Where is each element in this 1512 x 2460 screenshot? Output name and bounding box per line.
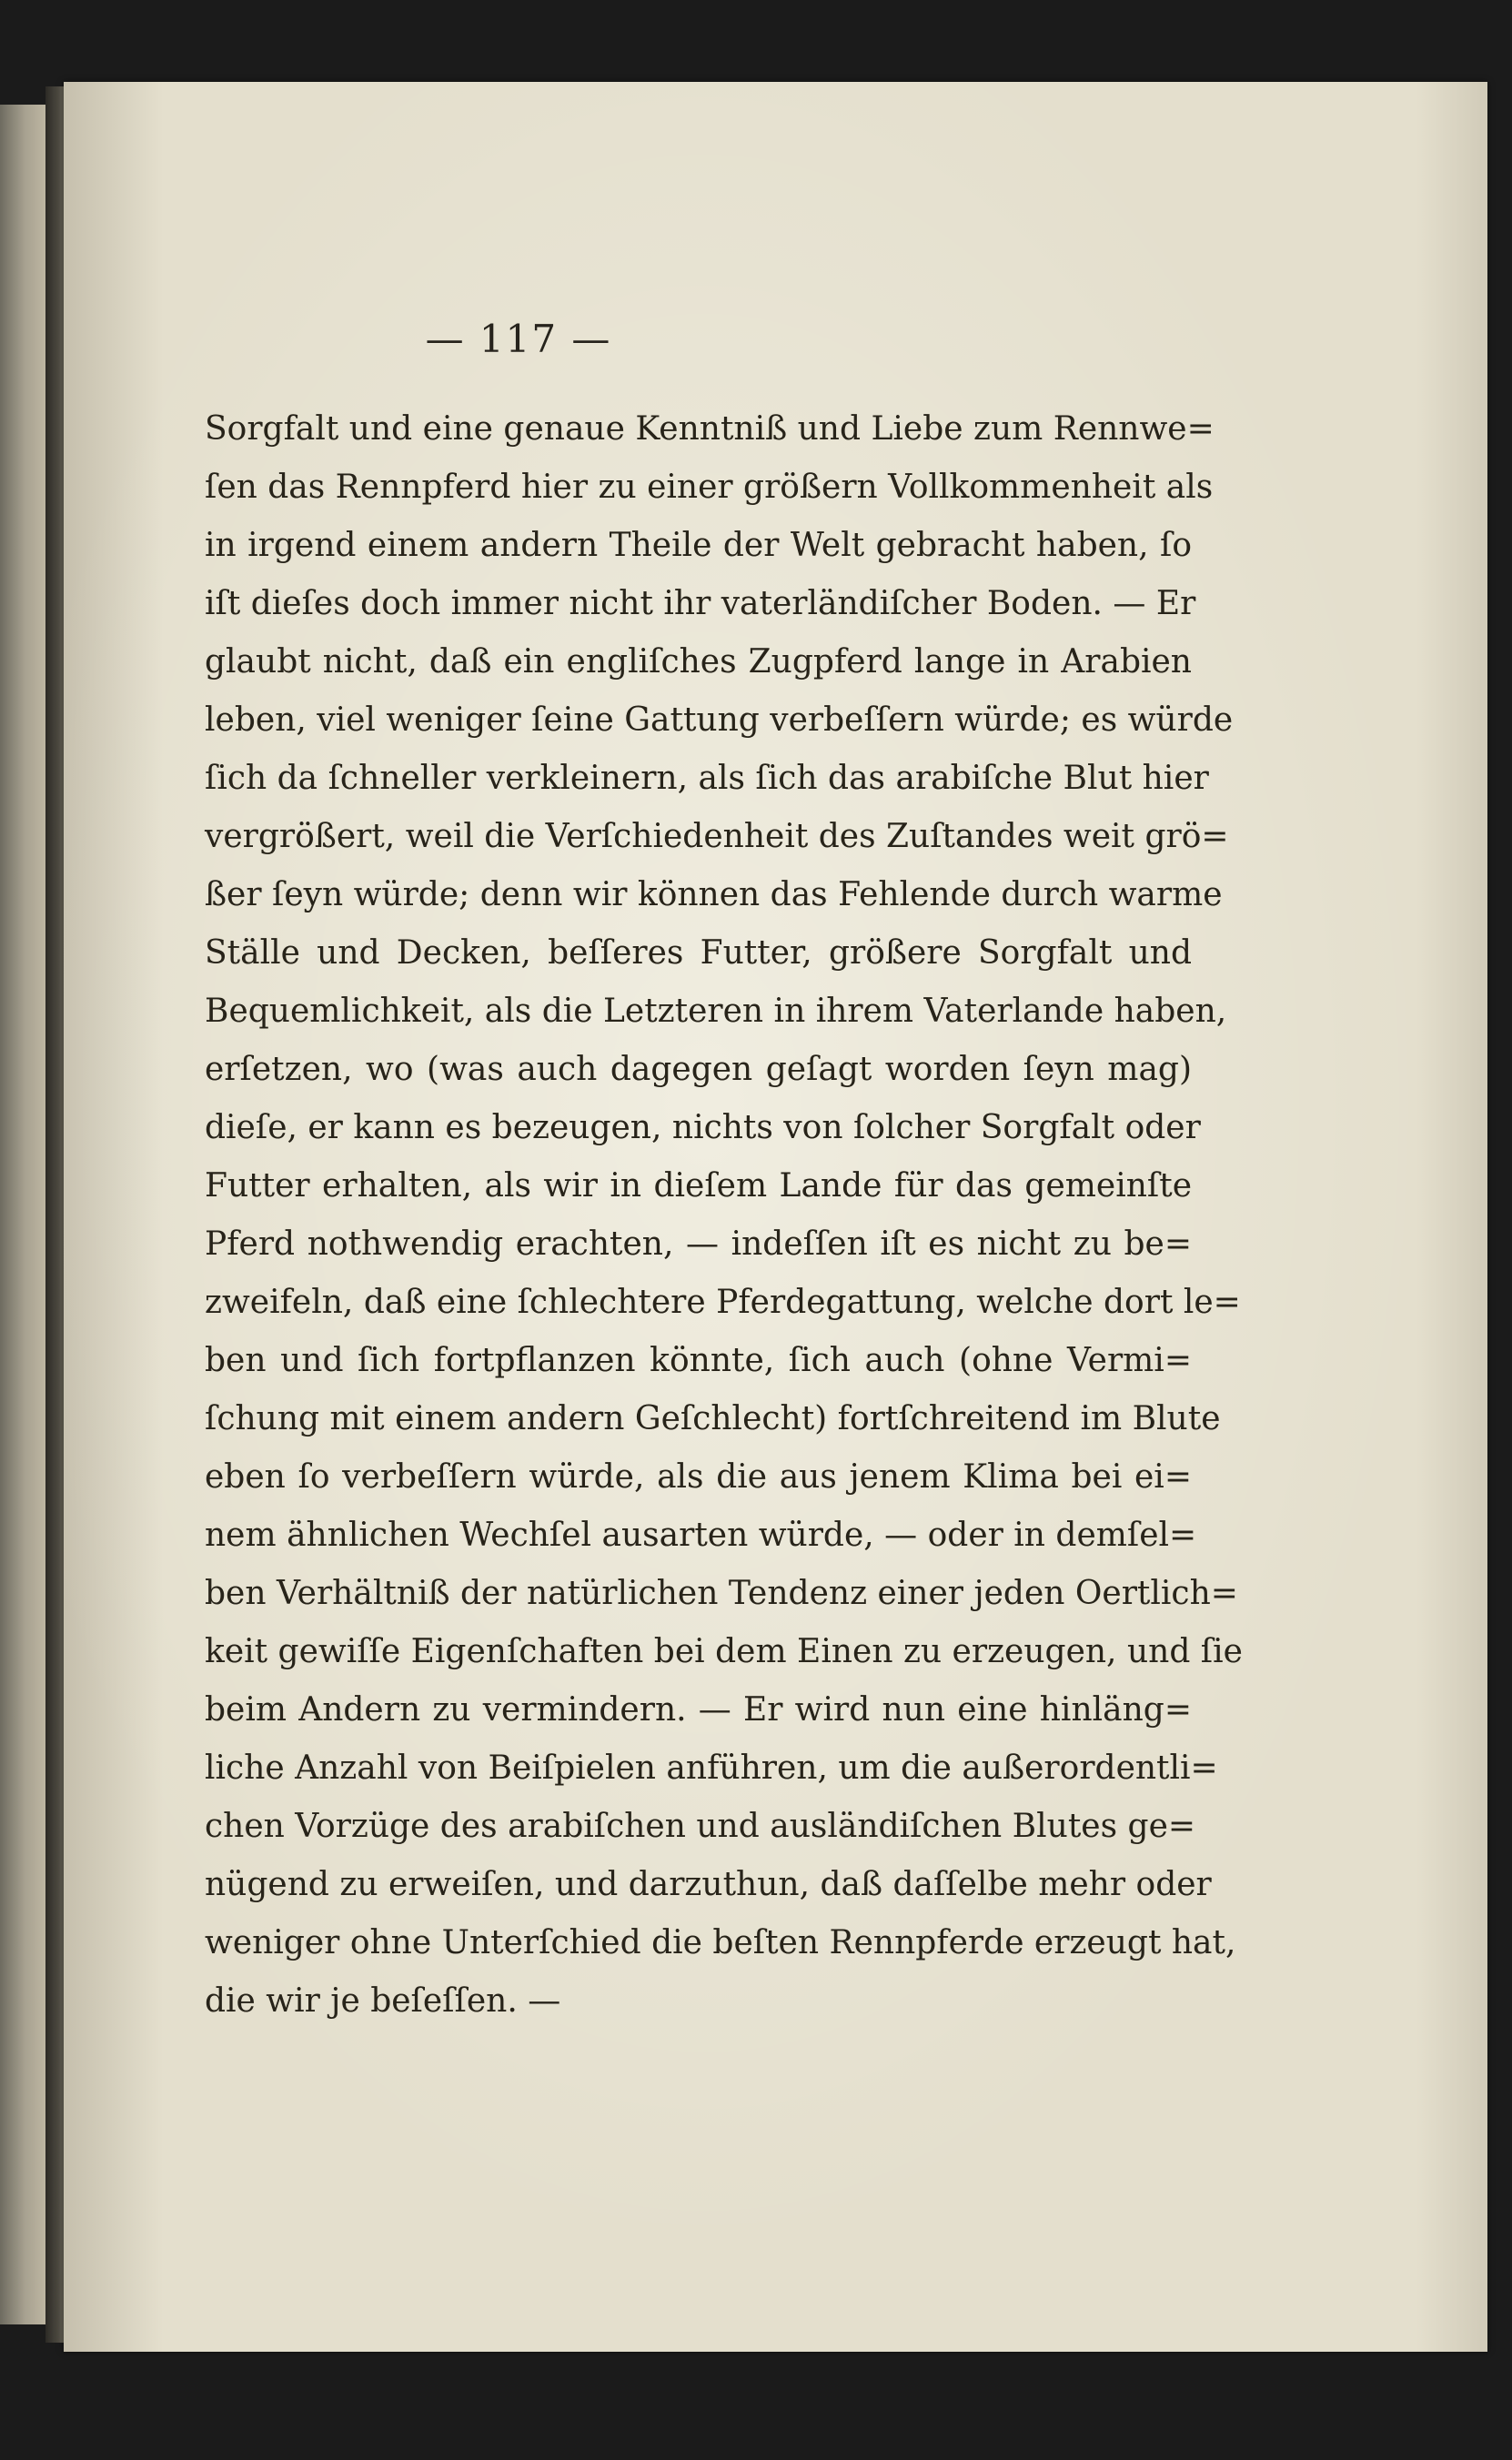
text-line: in irgend einem andern Theile der Welt gebracht haben, ſo [205,527,1192,564]
text-line: Futter erhalten, als wir in dieſem Lande für das gemeinſte [205,1167,1192,1205]
text-line: nem ähnlichen Wechſel ausarten würde, — oder in demſel= [205,1517,1197,1554]
page-number-header: — 117 — [425,317,612,361]
text-line: dieſe, er kann es bezeugen, nichts von ſolcher Sorgfalt oder [205,1109,1201,1146]
previous-page-edge [0,105,47,2324]
text-line: ben Verhältniß der natürlichen Tendenz einer jeden Oertlich= [205,1575,1238,1612]
text-line: Ställe und Decken, beſſeres Futter, größere Sorgfalt und [205,934,1192,972]
body-text [205,400,1243,2031]
text-line: ben und ſich fortpflanzen könnte, ſich auch (ohne Vermi= [205,1342,1192,1379]
text-line: chen Vorzüge des arabiſchen und ausländiſchen Blutes ge= [205,1808,1196,1845]
text-line: zweifeln, daß eine ſchlechtere Pferdegattung, welche dort le= [205,1284,1241,1321]
text-line: beim Andern zu vermindern. — Er wird nun eine hinläng= [205,1691,1192,1729]
text-line: keit gewiſſe Eigenſchaften bei dem Einen zu erzeugen, und ſie [205,1633,1243,1670]
text-line: nügend zu erweiſen, und darzuthun, daß daſſelbe mehr oder [205,1866,1212,1903]
text-line: Bequemlichkeit, als die Letzteren in ihrem Vaterlande haben, [205,993,1227,1030]
text-line: ſich da ſchneller verkleinern, als ſich das arabiſche Blut hier [205,760,1209,797]
text-line: glaubt nicht, daß ein engliſches Zugpferd lange in Arabien [205,643,1192,681]
text-line: vergrößert, weil die Verſchiedenheit des Zuſtandes weit grö= [205,818,1229,855]
text-line: ßer ſeyn würde; denn wir können das Fehlende durch warme [205,876,1223,913]
text-line: ſen das Rennpferd hier zu einer größern Vollkommenheit als [205,469,1214,506]
text-line: Sorgfalt und eine genaue Kenntniß und Liebe zum Rennwe= [205,410,1215,448]
text-line: die wir je beſeſſen. — [205,1982,561,2020]
text-line: weniger ohne Unterſchied die beſten Rennpferde erzeugt hat, [205,1924,1236,1961]
text-line: ſchung mit einem andern Geſchlecht) fortſchreitend im Blute [205,1400,1221,1437]
text-line: liche Anzahl von Beiſpielen anführen, um die außerordentli= [205,1749,1218,1787]
text-line: leben, viel weniger ſeine Gattung verbeſſern würde; es würde [205,701,1234,739]
text-line: eben ſo verbeſſern würde, als die aus jenem Klima bei ei= [205,1458,1192,1496]
book-page [64,82,1487,2352]
text-line: erſetzen, wo (was auch dagegen geſagt worden ſeyn mag) [205,1051,1192,1088]
text-line: iſt dieſes doch immer nicht ihr vaterländiſcher Boden. — Er [205,585,1196,622]
text-line: Pferd nothwendig erachten, — indeſſen iſt es nicht zu be= [205,1225,1192,1263]
